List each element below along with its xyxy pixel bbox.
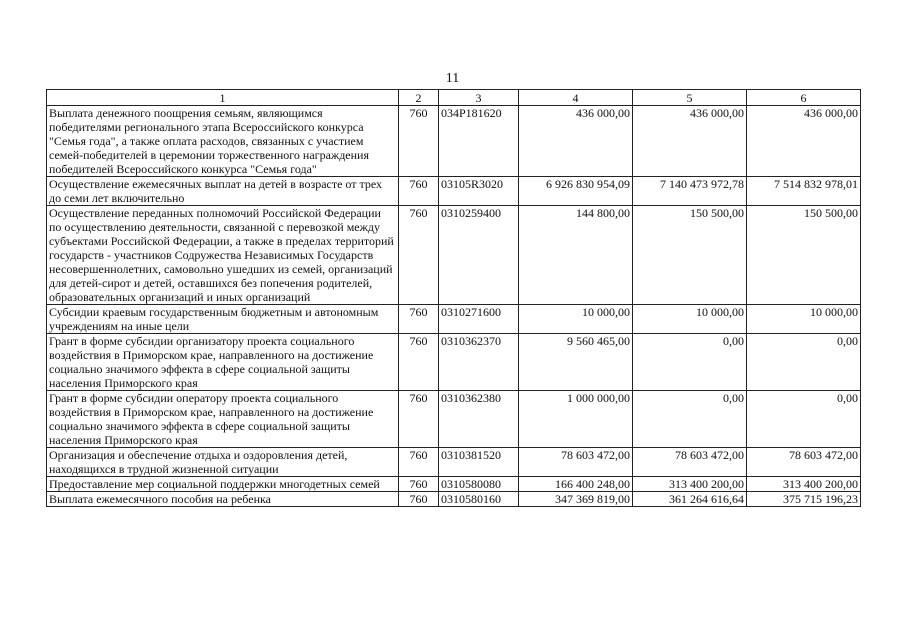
row-code: 760 bbox=[399, 106, 439, 177]
row-value: 10 000,00 bbox=[747, 305, 861, 334]
row-value: 10 000,00 bbox=[519, 305, 633, 334]
row-code: 760 bbox=[399, 492, 439, 507]
column-header: 2 bbox=[399, 90, 439, 106]
column-header: 6 bbox=[747, 90, 861, 106]
row-value: 78 603 472,00 bbox=[633, 448, 747, 477]
row-value: 10 000,00 bbox=[633, 305, 747, 334]
row-value: 7 140 473 972,78 bbox=[633, 177, 747, 206]
row-value: 0,00 bbox=[633, 334, 747, 391]
row-value: 361 264 616,64 bbox=[633, 492, 747, 507]
table-row bbox=[47, 206, 861, 305]
row-target-article: 0310381520 bbox=[439, 448, 519, 477]
row-code: 760 bbox=[399, 334, 439, 391]
row-value: 436 000,00 bbox=[519, 106, 633, 177]
column-header: 1 bbox=[47, 90, 399, 106]
table-row bbox=[47, 448, 861, 477]
row-code: 760 bbox=[399, 477, 439, 492]
row-code: 760 bbox=[399, 206, 439, 305]
page-number: 11 bbox=[445, 71, 460, 86]
table-row bbox=[47, 391, 861, 448]
row-target-article: 0310259400 bbox=[439, 206, 519, 305]
column-header: 5 bbox=[633, 90, 747, 106]
row-target-article: 034P181620 bbox=[439, 106, 519, 177]
row-name: Предоставление мер социальной поддержки многодетных семей bbox=[47, 477, 399, 492]
row-value: 0,00 bbox=[633, 391, 747, 448]
table-row bbox=[47, 305, 861, 334]
row-value: 78 603 472,00 bbox=[519, 448, 633, 477]
row-name: Осуществление ежемесячных выплат на детей в возрасте от трех до семи лет включительно bbox=[47, 177, 399, 206]
table-row bbox=[47, 334, 861, 391]
row-value: 166 400 248,00 bbox=[519, 477, 633, 492]
row-code: 760 bbox=[399, 448, 439, 477]
row-target-article: 03105R3020 bbox=[439, 177, 519, 206]
row-code: 760 bbox=[399, 177, 439, 206]
row-value: 313 400 200,00 bbox=[633, 477, 747, 492]
row-value: 347 369 819,00 bbox=[519, 492, 633, 507]
row-name: Грант в форме субсидии организатору проекта социального воздействия в Приморском крае, направленного на достижение социально значимого эффекта в сфере социальной защиты населения Приморского края bbox=[47, 334, 399, 391]
row-target-article: 0310271600 bbox=[439, 305, 519, 334]
column-header: 4 bbox=[519, 90, 633, 106]
table-row bbox=[47, 177, 861, 206]
row-value: 78 603 472,00 bbox=[747, 448, 861, 477]
row-value: 150 500,00 bbox=[747, 206, 861, 305]
row-target-article: 0310580160 bbox=[439, 492, 519, 507]
row-name: Грант в форме субсидии оператору проекта социального воздействия в Приморском крае, направленного на достижение социально значимого эффекта в сфере социальной защиты населения Приморского края bbox=[47, 391, 399, 448]
row-code: 760 bbox=[399, 305, 439, 334]
row-value: 313 400 200,00 bbox=[747, 477, 861, 492]
row-target-article: 0310580080 bbox=[439, 477, 519, 492]
table-row bbox=[47, 492, 861, 507]
row-value: 0,00 bbox=[747, 334, 861, 391]
row-name: Выплата денежного поощрения семьям, являющимся победителями регионального этапа Всероссийского конкурса "Семья года", а также оплата расходов, связанных с участием семей-победителей в церемонии торжественного награждения победителей Всероссийского конкурса "Семья года" bbox=[47, 106, 399, 177]
row-value: 436 000,00 bbox=[747, 106, 861, 177]
row-code: 760 bbox=[399, 391, 439, 448]
row-value: 6 926 830 954,09 bbox=[519, 177, 633, 206]
column-header: 3 bbox=[439, 90, 519, 106]
row-value: 7 514 832 978,01 bbox=[747, 177, 861, 206]
table-row bbox=[47, 106, 861, 177]
row-name: Осуществление переданных полномочий Российской Федерации по осуществлению деятельности, связанной с перевозкой между субъектами Российской Федерации, а также в пределах территорий государств - участников Содружества Независимых Государств несовершеннолетних, самовольно ушедших из семей, организаций для детей-сирот и детей, оставшихся без попечения родителей, образовательных организаций и иных организаций bbox=[47, 206, 399, 305]
row-name: Выплата ежемесячного пособия на ребенка bbox=[47, 492, 399, 507]
table-row bbox=[47, 477, 861, 492]
row-value: 1 000 000,00 bbox=[519, 391, 633, 448]
row-value: 0,00 bbox=[747, 391, 861, 448]
row-name: Организация и обеспечение отдыха и оздоровления детей, находящихся в трудной жизненной ситуации bbox=[47, 448, 399, 477]
row-name: Субсидии краевым государственным бюджетным и автономным учреждениям на иные цели bbox=[47, 305, 399, 334]
row-value: 150 500,00 bbox=[633, 206, 747, 305]
budget-table bbox=[46, 89, 861, 507]
row-value: 9 560 465,00 bbox=[519, 334, 633, 391]
row-value: 436 000,00 bbox=[633, 106, 747, 177]
row-value: 375 715 196,23 bbox=[747, 492, 861, 507]
row-value: 144 800,00 bbox=[519, 206, 633, 305]
row-target-article: 0310362370 bbox=[439, 334, 519, 391]
row-target-article: 0310362380 bbox=[439, 391, 519, 448]
table-header-row bbox=[47, 90, 861, 106]
